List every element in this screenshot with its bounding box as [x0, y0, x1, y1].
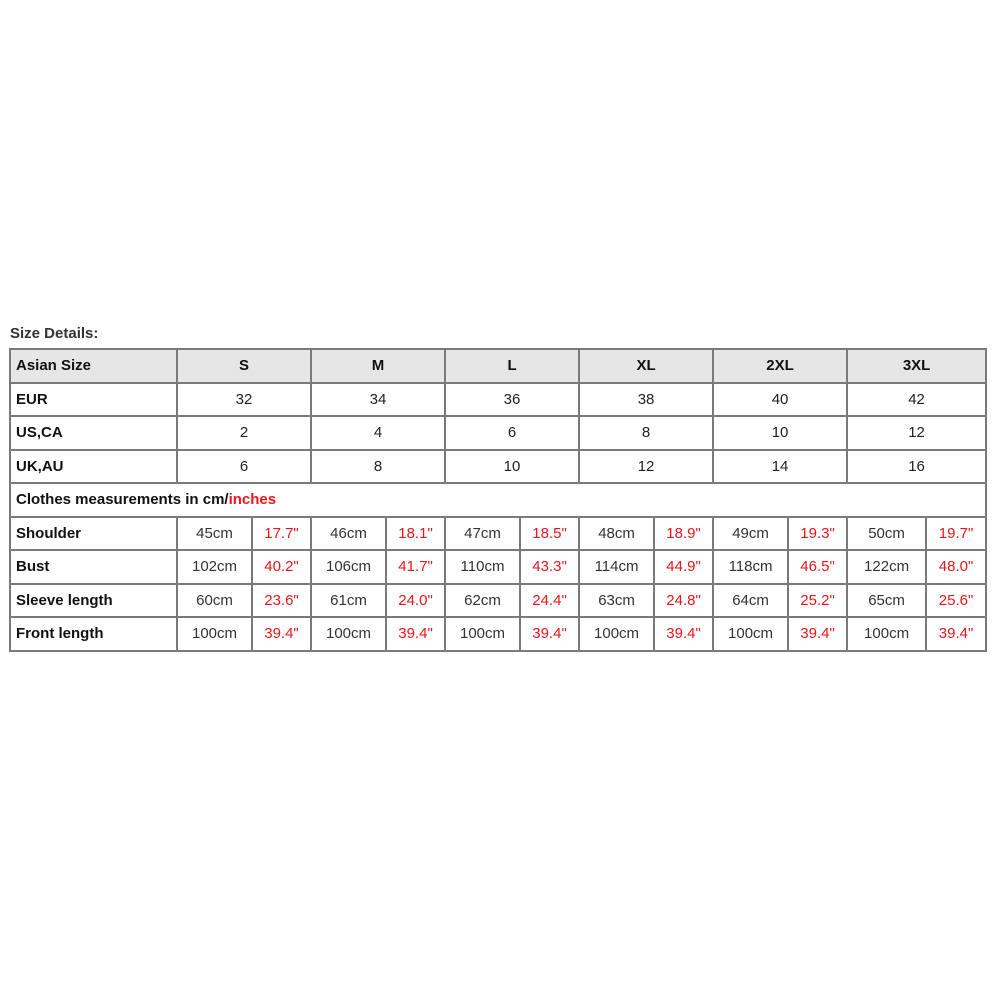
size-header-s: S — [177, 349, 311, 383]
conversion-cell: 16 — [847, 450, 986, 484]
cm-cell: 114cm — [579, 550, 654, 584]
cm-cell: 45cm — [177, 517, 252, 551]
inch-cell: 25.6" — [926, 584, 986, 618]
cm-cell: 100cm — [177, 617, 252, 651]
conversion-cell: 10 — [713, 416, 847, 450]
section-row — [10, 483, 986, 517]
header-row — [10, 349, 986, 383]
measurement-row-bust — [10, 550, 986, 584]
conversion-cell: 42 — [847, 383, 986, 417]
size-header-xl: XL — [579, 349, 713, 383]
inch-cell: 23.6" — [252, 584, 311, 618]
cm-cell: 122cm — [847, 550, 926, 584]
inch-cell: 24.0" — [386, 584, 445, 618]
inch-cell: 39.4" — [252, 617, 311, 651]
size-header-2xl: 2XL — [713, 349, 847, 383]
size-header-3xl: 3XL — [847, 349, 986, 383]
cm-cell: 63cm — [579, 584, 654, 618]
conversion-cell: 4 — [311, 416, 445, 450]
cm-cell: 64cm — [713, 584, 788, 618]
measurement-row-shoulder — [10, 517, 986, 551]
inch-cell: 18.1" — [386, 517, 445, 551]
conversion-cell: 34 — [311, 383, 445, 417]
inch-cell: 46.5" — [788, 550, 847, 584]
cm-cell: 100cm — [445, 617, 520, 651]
inch-cell: 39.4" — [520, 617, 579, 651]
size-details-caption: Size Details: — [10, 325, 99, 342]
row-label: Bust — [10, 550, 177, 584]
conversion-cell: 38 — [579, 383, 713, 417]
conversion-cell: 32 — [177, 383, 311, 417]
inch-cell: 41.7" — [386, 550, 445, 584]
inch-cell: 18.5" — [520, 517, 579, 551]
inch-cell: 19.7" — [926, 517, 986, 551]
conversion-row-uk-au — [10, 450, 986, 484]
conversion-cell: 6 — [177, 450, 311, 484]
conversion-cell: 36 — [445, 383, 579, 417]
inch-cell: 18.9" — [654, 517, 713, 551]
cm-cell: 47cm — [445, 517, 520, 551]
inch-cell: 48.0" — [926, 550, 986, 584]
inch-cell: 24.4" — [520, 584, 579, 618]
inch-cell: 39.4" — [788, 617, 847, 651]
row-label: EUR — [10, 383, 177, 417]
conversion-cell: 2 — [177, 416, 311, 450]
header-label: Asian Size — [10, 349, 177, 383]
cm-cell: 118cm — [713, 550, 788, 584]
measurement-row-sleeve-length — [10, 584, 986, 618]
row-label: US,CA — [10, 416, 177, 450]
size-header-m: M — [311, 349, 445, 383]
conversion-cell: 12 — [847, 416, 986, 450]
cm-cell: 49cm — [713, 517, 788, 551]
row-label: UK,AU — [10, 450, 177, 484]
cm-cell: 46cm — [311, 517, 386, 551]
section-heading-highlight: inches — [228, 491, 277, 509]
conversion-cell: 14 — [713, 450, 847, 484]
conversion-cell: 8 — [579, 416, 713, 450]
row-label: Front length — [10, 617, 177, 651]
cm-cell: 60cm — [177, 584, 252, 618]
conversion-cell: 12 — [579, 450, 713, 484]
conversion-cell: 40 — [713, 383, 847, 417]
measurement-row-front-length — [10, 617, 986, 651]
inch-cell: 39.4" — [386, 617, 445, 651]
cm-cell: 100cm — [713, 617, 788, 651]
inch-cell: 43.3" — [520, 550, 579, 584]
conversion-cell: 8 — [311, 450, 445, 484]
row-label: Shoulder — [10, 517, 177, 551]
cm-cell: 65cm — [847, 584, 926, 618]
cm-cell: 50cm — [847, 517, 926, 551]
inch-cell: 39.4" — [926, 617, 986, 651]
cm-cell: 106cm — [311, 550, 386, 584]
cm-cell: 100cm — [847, 617, 926, 651]
cm-cell: 102cm — [177, 550, 252, 584]
conversion-cell: 10 — [445, 450, 579, 484]
cm-cell: 48cm — [579, 517, 654, 551]
cm-cell: 61cm — [311, 584, 386, 618]
conversion-row-eur — [10, 383, 986, 417]
section-heading — [10, 483, 986, 517]
cm-cell: 62cm — [445, 584, 520, 618]
cm-cell: 100cm — [579, 617, 654, 651]
cm-cell: 100cm — [311, 617, 386, 651]
inch-cell: 24.8" — [654, 584, 713, 618]
inch-cell: 25.2" — [788, 584, 847, 618]
inch-cell: 19.3" — [788, 517, 847, 551]
row-label: Sleeve length — [10, 584, 177, 618]
inch-cell: 44.9" — [654, 550, 713, 584]
inch-cell: 17.7" — [252, 517, 311, 551]
section-heading-text: Clothes measurements in cm/ — [16, 491, 229, 509]
inch-cell: 40.2" — [252, 550, 311, 584]
conversion-row-us-ca — [10, 416, 986, 450]
size-header-l: L — [445, 349, 579, 383]
inch-cell: 39.4" — [654, 617, 713, 651]
size-chart-table — [9, 348, 987, 652]
cm-cell: 110cm — [445, 550, 520, 584]
conversion-cell: 6 — [445, 416, 579, 450]
